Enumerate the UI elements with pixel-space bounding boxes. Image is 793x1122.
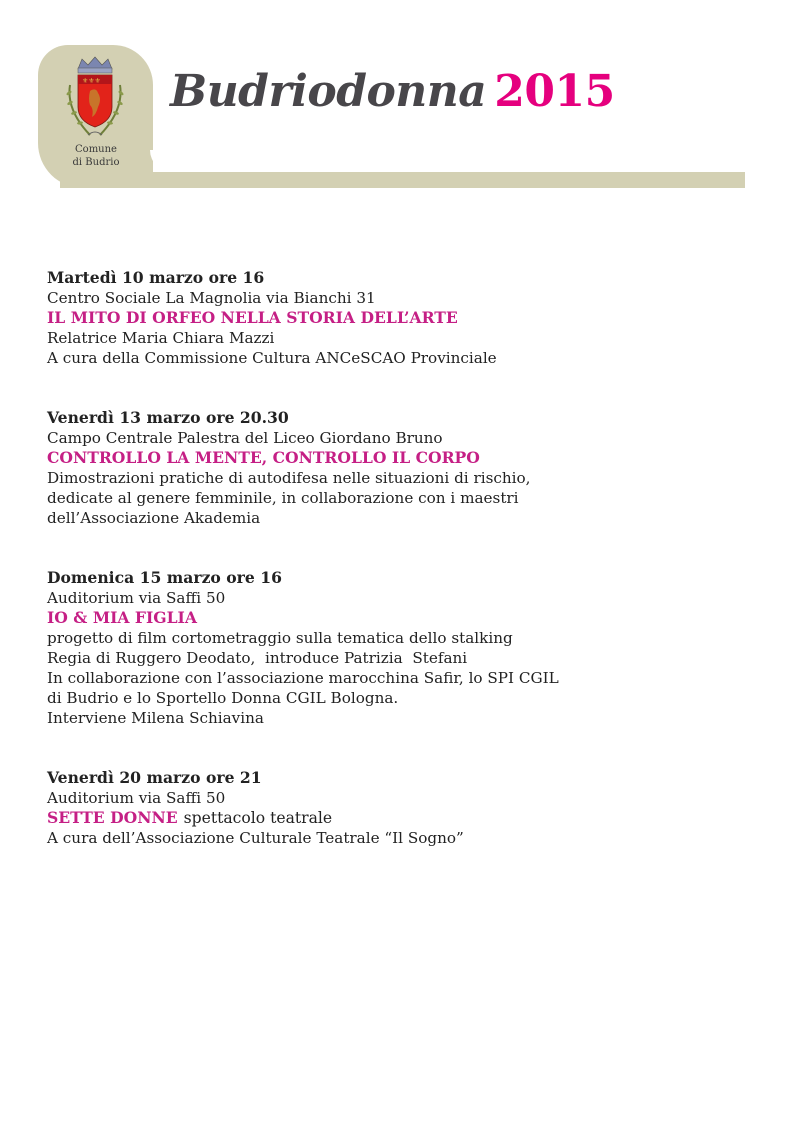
event-detail: progetto di film cortometraggio sulla tematica dello stalking — [47, 629, 513, 647]
event-item — [47, 268, 767, 368]
event-date: Martedì 10 marzo ore 16 — [47, 268, 265, 287]
event-detail: A cura dell’Associazione Culturale Teatrale “Il Sogno” — [47, 829, 464, 847]
coat-of-arms-icon — [60, 55, 130, 145]
event-date: Venerdì 20 marzo ore 21 — [47, 768, 262, 787]
band-notch — [150, 150, 180, 172]
event-detail: Dimostrazioni pratiche di autodifesa nelle situazioni di rischio, — [47, 469, 531, 487]
event-venue: Auditorium via Saffi 50 — [47, 589, 226, 607]
event-title: IO & MIA FIGLIA — [47, 608, 197, 627]
logo-caption-line2: di Budrio — [72, 157, 120, 168]
svg-text:⚜⚜⚜: ⚜⚜⚜ — [82, 77, 101, 85]
event-item — [47, 768, 767, 848]
event-title-note: spettacolo teatrale — [183, 809, 333, 827]
event-detail: A cura della Commissione Cultura ANCeSCAO Provinciale — [47, 349, 497, 367]
event-title: IL MITO DI ORFEO NELLA STORIA DELL’ARTE — [47, 308, 458, 327]
event-title-row — [47, 808, 767, 828]
event-title: SETTE DONNE — [47, 808, 178, 827]
logo-caption — [55, 143, 137, 169]
event-date: Venerdì 13 marzo ore 20.30 — [47, 408, 289, 427]
events-list — [47, 268, 767, 888]
header-band — [60, 172, 745, 188]
logo-caption-line1: Comune — [75, 144, 117, 155]
event-detail: Relatrice Maria Chiara Mazzi — [47, 329, 275, 347]
event-detail: dell’Associazione Akademia — [47, 509, 261, 527]
event-detail: Regia di Ruggero Deodato, introduce Patrizia Stefani — [47, 649, 468, 667]
event-detail: In collaborazione con l’associazione marocchina Safir, lo SPI CGIL — [47, 669, 559, 687]
event-item — [47, 568, 767, 728]
event-detail: dedicate al genere femminile, in collaborazione con i maestri — [47, 489, 519, 507]
event-item — [47, 408, 767, 528]
event-venue: Campo Centrale Palestra del Liceo Giordano Bruno — [47, 429, 443, 447]
event-venue: Auditorium via Saffi 50 — [47, 789, 226, 807]
event-detail: di Budrio e lo Sportello Donna CGIL Bologna. — [47, 689, 399, 707]
title-name: Budriodonna — [170, 66, 487, 117]
page-title — [170, 62, 615, 122]
event-title: CONTROLLO LA MENTE, CONTROLLO IL CORPO — [47, 448, 480, 467]
title-year: 2015 — [494, 66, 615, 117]
event-detail: Interviene Milena Schiavina — [47, 709, 264, 727]
event-venue: Centro Sociale La Magnolia via Bianchi 31 — [47, 289, 376, 307]
event-date: Domenica 15 marzo ore 16 — [47, 568, 282, 587]
page-header — [0, 0, 793, 200]
